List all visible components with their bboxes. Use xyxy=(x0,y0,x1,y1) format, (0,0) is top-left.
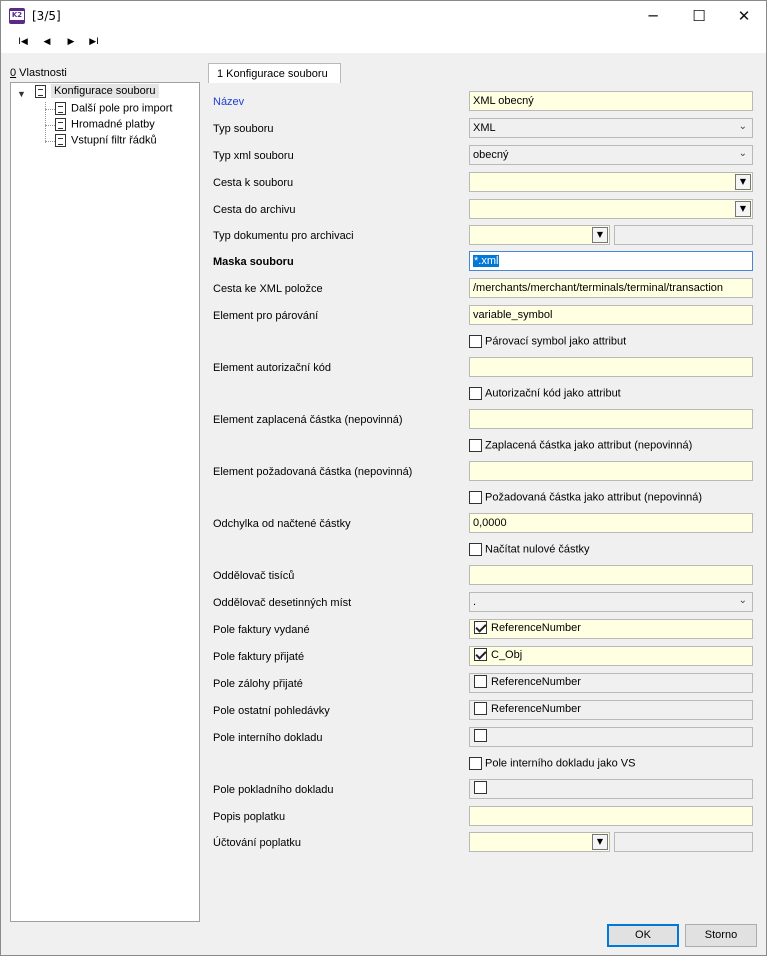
pozadovana-attribut-checkbox[interactable] xyxy=(469,491,702,504)
element-parovani-field[interactable]: variable_symbol xyxy=(469,305,753,325)
tree-connector xyxy=(45,125,55,126)
pole-interniho-field[interactable] xyxy=(469,727,753,747)
tree-connector xyxy=(45,109,55,110)
typ-dokumentu-field[interactable] xyxy=(469,225,610,245)
checkbox-icon[interactable] xyxy=(469,387,482,400)
tree-item-vstupni-filtr[interactable] xyxy=(55,134,157,147)
pole-ostatni-label: Pole ostatní pohledávky xyxy=(213,705,330,717)
typ-souboru-label: Typ souboru xyxy=(213,123,274,135)
maska-field[interactable] xyxy=(469,251,753,271)
element-autorizacni-field[interactable] xyxy=(469,357,753,377)
title-bar xyxy=(1,1,766,31)
element-parovani-label: Element pro párování xyxy=(213,310,319,322)
nazev-field[interactable]: XML obecný xyxy=(469,91,753,111)
dropdown-arrow-icon[interactable]: ▼ xyxy=(592,834,608,850)
document-icon xyxy=(55,118,66,131)
odchylka-label: Odchylka od načtené částky xyxy=(213,518,351,530)
tree-connector xyxy=(45,141,55,142)
cesta-k-souboru-field[interactable] xyxy=(469,172,753,192)
typ-xml-select[interactable] xyxy=(469,145,753,165)
dropdown-arrow-icon[interactable]: ▼ xyxy=(735,201,751,217)
checkbox-icon[interactable] xyxy=(469,543,482,556)
element-zaplacena-label: Element zaplacená částka (nepovinná) xyxy=(213,414,403,426)
checkbox-icon[interactable] xyxy=(474,675,487,688)
checkbox-icon[interactable] xyxy=(469,491,482,504)
oddelovac-desetin-select[interactable] xyxy=(469,592,753,612)
checkbox-label: Načítat nulové částky xyxy=(485,543,590,556)
checkbox-icon[interactable] xyxy=(469,335,482,348)
popis-poplatku-field[interactable] xyxy=(469,806,753,826)
collapse-chevron-icon[interactable]: ▼ xyxy=(17,89,26,99)
checkbox-icon[interactable] xyxy=(469,439,482,452)
checkbox-icon[interactable] xyxy=(474,621,487,634)
zaplacena-attribut-checkbox[interactable] xyxy=(469,439,692,452)
pole-vydane-value: ReferenceNumber xyxy=(491,622,581,634)
first-record-icon[interactable]: I◀ xyxy=(18,37,28,47)
tree-item-label: Konfigurace souboru xyxy=(51,84,159,98)
next-record-icon[interactable]: ▶ xyxy=(67,37,75,47)
checkbox-icon[interactable] xyxy=(474,702,487,715)
pole-vydane-label: Pole faktury vydané xyxy=(213,624,310,636)
pole-ostatni-value: ReferenceNumber xyxy=(491,703,581,715)
autorizacni-attribut-checkbox[interactable] xyxy=(469,387,621,400)
pole-prijate-field[interactable] xyxy=(469,646,753,666)
odchylka-field[interactable]: 0,0000 xyxy=(469,513,753,533)
popis-poplatku-label: Popis poplatku xyxy=(213,811,286,823)
window-title: [3/5] xyxy=(32,9,61,23)
pole-pokladniho-label: Pole pokladního dokladu xyxy=(213,784,334,796)
checkbox-label: Autorizační kód jako attribut xyxy=(485,387,621,400)
pole-zalohy-value: ReferenceNumber xyxy=(491,676,581,688)
close-button[interactable]: ✕ xyxy=(737,7,751,25)
cesta-xml-label: Cesta ke XML položce xyxy=(213,283,323,295)
oddelovac-desetin-label: Oddělovač desetinných míst xyxy=(213,597,352,609)
tree-item-konfigurace[interactable] xyxy=(35,85,159,98)
checkbox-label: Párovací symbol jako attribut xyxy=(485,335,627,348)
dropdown-arrow-icon[interactable]: ▼ xyxy=(735,174,751,190)
document-icon xyxy=(55,102,66,115)
cesta-k-souboru-label: Cesta k souboru xyxy=(213,177,294,189)
properties-tab-hotkey: 0 xyxy=(10,67,17,79)
properties-tab-label: Vlastnosti xyxy=(16,67,67,79)
checkbox-label: Zaplacená částka jako attribut (nepovinná) xyxy=(485,439,693,452)
nulove-castky-checkbox[interactable] xyxy=(469,543,590,556)
cesta-do-archivu-label: Cesta do archivu xyxy=(213,204,296,216)
pole-prijate-label: Pole faktury přijaté xyxy=(213,651,305,663)
pole-zalohy-field[interactable] xyxy=(469,673,753,693)
k2-app-icon: K2 xyxy=(9,8,25,24)
typ-souboru-select[interactable] xyxy=(469,118,753,138)
properties-tab[interactable] xyxy=(10,67,67,79)
checkbox-label: Požadovaná částka jako attribut (nepovinná) xyxy=(485,491,703,504)
cancel-button[interactable]: Storno xyxy=(685,924,757,947)
chevron-down-icon: ⌄ xyxy=(738,595,747,606)
tree-item-label: Hromadné platby xyxy=(71,118,155,131)
checkbox-label: Pole interního dokladu jako VS xyxy=(485,757,636,770)
checkbox-icon[interactable] xyxy=(474,781,487,794)
document-icon xyxy=(35,85,46,98)
element-pozadovana-label: Element požadovaná částka (nepovinná) xyxy=(213,466,413,478)
element-autorizacni-label: Element autorizační kód xyxy=(213,362,332,374)
chevron-down-icon: ⌄ xyxy=(738,121,747,132)
tree-item-label: Vstupní filtr řádků xyxy=(71,134,157,147)
element-pozadovana-field[interactable] xyxy=(469,461,753,481)
oddelovac-tisicu-field[interactable] xyxy=(469,565,753,585)
tree-item-hromadne-platby[interactable] xyxy=(55,118,155,131)
parovaci-attribut-checkbox[interactable] xyxy=(469,335,626,348)
typ-dokumentu-description xyxy=(614,225,753,245)
oddelovac-tisicu-label: Oddělovač tisíců xyxy=(213,570,295,582)
pole-ostatni-field[interactable] xyxy=(469,700,753,720)
ok-button[interactable]: OK xyxy=(607,924,679,947)
pole-zalohy-label: Pole zálohy přijaté xyxy=(213,678,303,690)
typ-xml-label: Typ xml souboru xyxy=(213,150,294,162)
oddelovac-desetin-value: . xyxy=(473,596,477,608)
typ-xml-value: obecný xyxy=(473,149,509,161)
tab-konfigurace-souboru[interactable]: 1 Konfigurace souboru xyxy=(208,63,341,83)
typ-dokumentu-label: Typ dokumentu pro archivaci xyxy=(213,230,354,242)
interni-vs-checkbox[interactable] xyxy=(469,757,635,770)
cesta-xml-field[interactable]: /merchants/merchant/terminals/terminal/transaction xyxy=(469,278,753,298)
pole-pokladniho-field[interactable] xyxy=(469,779,753,799)
dropdown-arrow-icon[interactable]: ▼ xyxy=(592,227,608,243)
checkbox-icon[interactable] xyxy=(469,757,482,770)
document-icon xyxy=(55,134,66,147)
maska-value: *.xml xyxy=(474,255,499,267)
checkbox-icon[interactable] xyxy=(474,648,487,661)
uctovani-poplatku-label: Účtování poplatku xyxy=(213,837,302,849)
minimize-button[interactable]: ─ xyxy=(648,7,658,25)
uctovani-poplatku-field[interactable] xyxy=(469,832,610,852)
navigation-toolbar xyxy=(1,31,766,53)
element-zaplacena-field[interactable] xyxy=(469,409,753,429)
nazev-label: Název xyxy=(213,96,245,108)
tree-item-label: Další pole pro import xyxy=(71,102,173,115)
pole-interniho-label: Pole interního dokladu xyxy=(213,732,323,744)
pole-vydane-field[interactable] xyxy=(469,619,753,639)
tree-panel xyxy=(10,82,200,922)
chevron-down-icon: ⌄ xyxy=(738,148,747,159)
maska-label: Maska souboru xyxy=(213,256,294,268)
maximize-button[interactable]: ☐ xyxy=(692,7,706,25)
typ-souboru-value: XML xyxy=(473,122,496,134)
cesta-do-archivu-field[interactable] xyxy=(469,199,753,219)
uctovani-poplatku-description xyxy=(614,832,753,852)
pole-prijate-value: C_Obj xyxy=(491,649,523,661)
tree-item-dalsi-pole[interactable] xyxy=(55,102,173,115)
checkbox-icon[interactable] xyxy=(474,729,487,742)
previous-record-icon[interactable]: ◀ xyxy=(43,37,51,47)
last-record-icon[interactable]: ▶I xyxy=(89,37,99,47)
